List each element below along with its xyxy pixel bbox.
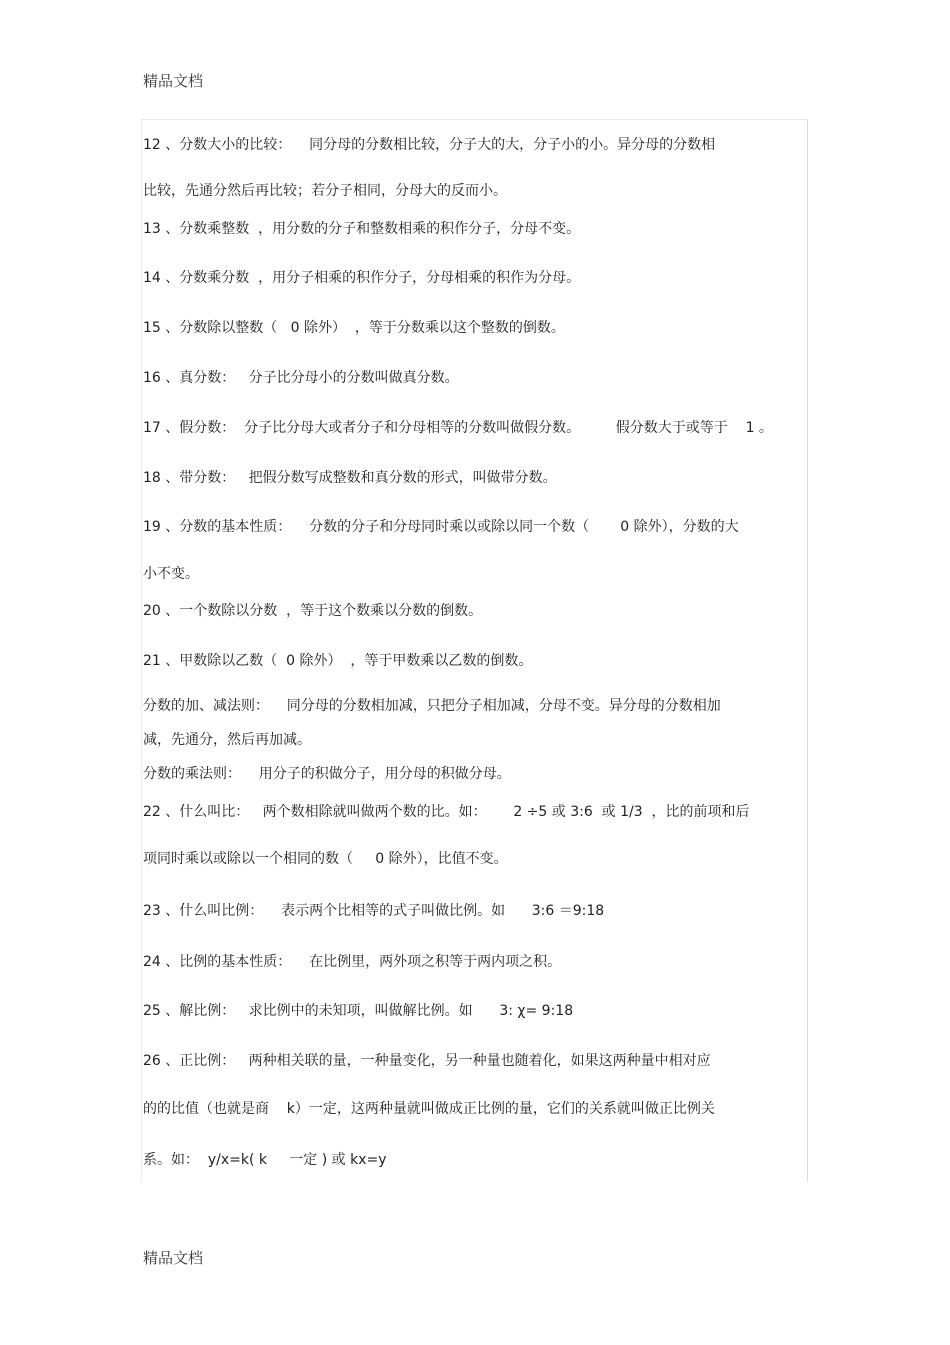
- text-line: 的的比值（也就是商 k）一定，这两种量就叫做成正比例的量，它们的关系就叫做正比例关: [143, 1101, 715, 1117]
- text-line: 24 、比例的基本性质： 在比例里，两外项之积等于两内项之积。: [143, 954, 562, 970]
- text-line: 分数的乘法则： 用分子的积做分子，用分母的积做分母。: [143, 766, 511, 782]
- text-line: 16 、真分数： 分子比分母小的分数叫做真分数。: [143, 370, 459, 386]
- text-line: 19 、分数的基本性质： 分数的分子和分母同时乘以或除以同一个数（ 0 除外），分数的大: [143, 519, 739, 535]
- text-line: 12 、分数大小的比较： 同分母的分数相比较，分子大的大，分子小的小。异分母的分数相: [143, 137, 716, 153]
- text-line: 系。如： y/x=k( k 一定 ) 或 kx=y: [143, 1152, 387, 1168]
- text-line: 20 、一个数除以分数 ，等于这个数乘以分数的倒数。: [143, 603, 483, 619]
- text-line: 项同时乘以或除以一个相同的数（ 0 除外），比值不变。: [143, 851, 508, 867]
- text-line: 13 、分数乘整数 ，用分数的分子和整数相乘的积作分子，分母不变。: [143, 221, 581, 237]
- text-line: 22 、什么叫比： 两个数相除就叫做两个数的比。如： 2 ÷5 或 3:6 或 1/3 ，比的前项和后: [143, 804, 750, 820]
- page-footer: 精品文档: [143, 1249, 204, 1267]
- text-line: 18 、带分数： 把假分数写成整数和真分数的形式，叫做带分数。: [143, 470, 557, 486]
- text-line: 15 、分数除以整数（ 0 除外） ，等于分数乘以这个整数的倒数。: [143, 320, 565, 336]
- text-line: 减，先通分，然后再加减。: [143, 732, 311, 748]
- text-line: 21 、甲数除以乙数（ 0 除外） ，等于甲数乘以乙数的倒数。: [143, 653, 533, 669]
- text-line: 23 、什么叫比例： 表示两个比相等的式子叫做比例。如 3:6 ＝9:18: [143, 903, 605, 919]
- text-line: 17 、假分数： 分子比分母大或者分子和分母相等的分数叫做假分数。 假分数大于或等于 1 。: [143, 420, 773, 436]
- text-line: 小不变。: [143, 566, 199, 582]
- text-line: 25 、解比例： 求比例中的未知项，叫做解比例。如 3: χ= 9:18: [143, 1003, 574, 1019]
- text-line: 分数的加、减法则： 同分母的分数相加减，只把分子相加减，分母不变。异分母的分数相加: [143, 698, 721, 714]
- text-line: 26 、正比例： 两种相关联的量，一种量变化，另一种量也随着化，如果这两种量中相对应: [143, 1053, 711, 1069]
- text-line: 14 、分数乘分数 ，用分子相乘的积作分子，分母相乘的积作为分母。: [143, 270, 581, 286]
- text-line: 比较，先通分然后再比较；若分子相同，分母大的反而小。: [143, 183, 507, 199]
- page-header: 精品文档: [143, 72, 204, 90]
